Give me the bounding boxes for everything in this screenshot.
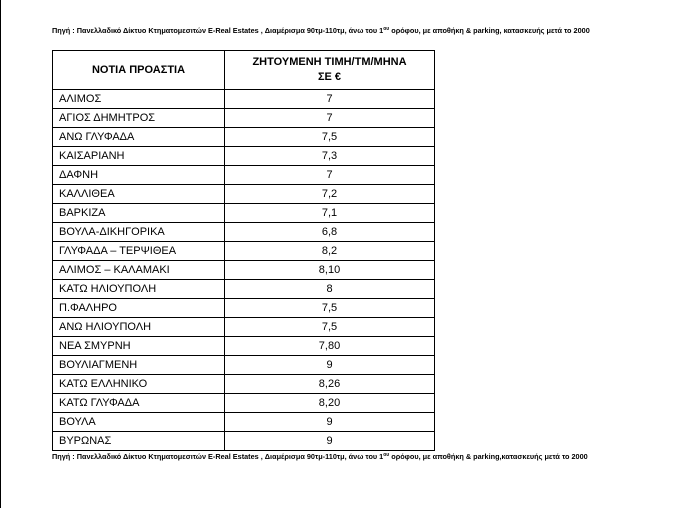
table-row (53, 109, 435, 128)
area-cell: ΚΑΛΛΙΘΕΑ (53, 185, 225, 204)
source-note-bottom-text-end: ορόφου, με αποθήκη & parking,κατασκευής μετά το 2000 (389, 452, 588, 461)
price-cell: 7,5 (225, 318, 435, 337)
area-cell: ΚΑΤΩ ΗΛΙΟΥΠΟΛΗ (53, 280, 225, 299)
area-cell: ΝΕΑ ΣΜΥΡΝΗ (53, 337, 225, 356)
header-area: ΝΟΤΙΑ ΠΡΟΑΣΤΙΑ (53, 51, 225, 90)
table-row (53, 185, 435, 204)
table-body (53, 90, 435, 451)
source-note-top-text-end: ορόφου, με αποθήκη & parking, κατασκευής μετά το 2000 (389, 26, 590, 35)
area-cell: ΚΑΤΩ ΕΛΛΗΝΙΚΟ (53, 375, 225, 394)
price-cell: 8 (225, 280, 435, 299)
area-cell: ΒΟΥΛΑ (53, 413, 225, 432)
table-row (53, 356, 435, 375)
header-price-line2: ΣΕ € (317, 71, 342, 83)
table-row (53, 413, 435, 432)
price-cell: 7,2 (225, 185, 435, 204)
area-cell: Π.ΦΑΛΗΡΟ (53, 299, 225, 318)
area-cell: ΚΑΤΩ ΓΛΥΦΑΔΑ (53, 394, 225, 413)
area-cell: ΑΓΙΟΣ ΔΗΜΗΤΡΟΣ (53, 109, 225, 128)
header-price (225, 51, 435, 90)
source-note-top (52, 26, 590, 36)
table-row (53, 204, 435, 223)
price-cell: 9 (225, 413, 435, 432)
table-row (53, 166, 435, 185)
table-row (53, 223, 435, 242)
area-cell: ΑΝΩ ΓΛΥΦΑΔΑ (53, 128, 225, 147)
area-cell: ΒΟΥΛΑ-ΔΙΚΗΓΟΡΙΚΑ (53, 223, 225, 242)
table-row (53, 318, 435, 337)
source-note-top-text: Πηγή : Πανελλαδικό Δίκτυο Κτηματομεσιτών E-Real Estates , Διαμέρισμα 90τμ-110τμ, άνω του 1 (52, 26, 384, 35)
area-cell: ΒΑΡΚΙΖΑ (53, 204, 225, 223)
price-cell: 9 (225, 356, 435, 375)
price-cell: 8,26 (225, 375, 435, 394)
area-cell: ΔΑΦΝΗ (53, 166, 225, 185)
area-cell: ΑΛΙΜΟΣ – ΚΑΛΑΜΑΚΙ (53, 261, 225, 280)
price-cell: 9 (225, 432, 435, 451)
source-note-bottom-superscript: ου (383, 452, 390, 458)
table-row (53, 375, 435, 394)
table-row (53, 337, 435, 356)
table-row (53, 128, 435, 147)
price-cell: 7,1 (225, 204, 435, 223)
header-price-line1: ΖΗΤΟΥΜΕΝΗ ΤΙΜΗ/ΤΜ/ΜΗΝΑ (252, 56, 407, 68)
area-cell: ΒΥΡΩΝΑΣ (53, 432, 225, 451)
price-cell: 7 (225, 90, 435, 109)
price-cell: 8,20 (225, 394, 435, 413)
table-row (53, 432, 435, 451)
table-row (53, 394, 435, 413)
price-cell: 8,2 (225, 242, 435, 261)
table-row (53, 280, 435, 299)
source-note-bottom-text: Πηγή : Πανελλαδικό Δίκτυο Κτηματομεσιτών E-Real Estates , Διαμέρισμα 90τμ-110τμ, άνω του 1 (52, 452, 384, 461)
table-header-row (53, 51, 435, 90)
table-row (53, 242, 435, 261)
source-note-bottom (52, 452, 588, 462)
source-note-top-superscript: ου (383, 26, 390, 32)
price-cell: 8,10 (225, 261, 435, 280)
price-cell: 7,80 (225, 337, 435, 356)
price-cell: 7 (225, 166, 435, 185)
area-cell: ΓΛΥΦΑΔΑ – ΤΕΡΨΙΘΕΑ (53, 242, 225, 261)
price-cell: 7,5 (225, 128, 435, 147)
area-cell: ΚΑΙΣΑΡΙΑΝΗ (53, 147, 225, 166)
price-cell: 7,3 (225, 147, 435, 166)
price-cell: 7 (225, 109, 435, 128)
price-cell: 6,8 (225, 223, 435, 242)
table-row (53, 90, 435, 109)
left-border-line (0, 0, 1, 508)
table-row (53, 261, 435, 280)
area-cell: ΑΛΙΜΟΣ (53, 90, 225, 109)
price-cell: 7,5 (225, 299, 435, 318)
rent-price-table (52, 50, 435, 451)
table-row (53, 147, 435, 166)
table-row (53, 299, 435, 318)
area-cell: ΒΟΥΛΙΑΓΜΕΝΗ (53, 356, 225, 375)
area-cell: ΑΝΩ ΗΛΙΟΥΠΟΛΗ (53, 318, 225, 337)
